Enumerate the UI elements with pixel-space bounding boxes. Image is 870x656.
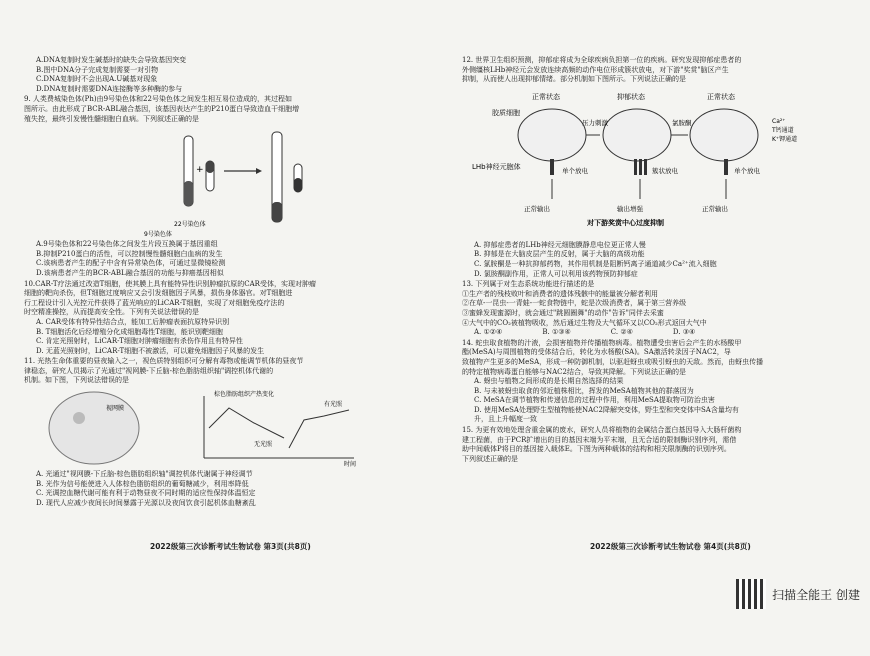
chromosome-ph-band bbox=[294, 178, 302, 192]
burst-label: 簇状放电 bbox=[652, 166, 678, 175]
right-q12-line: 12. 世界卫生组织预测，抑郁症将成为全球疾病负担第一位的疾病。研究发现抑郁症患者的 bbox=[462, 56, 742, 64]
caption: 对下游奖赏中心过度抑制 bbox=[587, 218, 664, 227]
cell-normal-1 bbox=[518, 109, 586, 161]
cell-depressed bbox=[603, 109, 671, 161]
spike-burst-a bbox=[634, 159, 637, 175]
left-q10-opts-line: B. T细胞活化后经增殖分化成细胞毒性T细胞，能识别靶细胞 bbox=[36, 327, 223, 336]
right-q14-line: 的特定植物病毒蛋白能够与NAC2结合，导致其降解。下列说法正确的是 bbox=[462, 367, 686, 376]
right-q12-line: 外侧缰核LHb神经元会发放连续高频的动作电位形成簇状放电，对下游"奖赏"脑区产生 bbox=[462, 65, 729, 74]
ketamine-label: 氯胺酮 bbox=[672, 118, 692, 127]
left-q11-opts-line: B. 光作为信号能使进入人体棕色脂肪组织的葡萄糖减少，利用率降低 bbox=[36, 479, 249, 488]
right-q14-opts-line: B. 与未被蚜虫取食的邻近植株相比，挥发的MeSA植物其他的群落因为 bbox=[474, 386, 694, 395]
question-11-options bbox=[24, 470, 442, 508]
axis-time: 时间 bbox=[344, 461, 357, 469]
question-11 bbox=[24, 357, 442, 386]
right-q15-line: 建工程菌，由于PCR扩增出的目的基因末端为平末端，且无合适的限制酶识别序列，需借 bbox=[462, 435, 737, 444]
label-chr9: 9号染色体 bbox=[144, 231, 172, 239]
right-q13-line: 13. 下列属于对生态系统功能进行描述的是 bbox=[462, 280, 595, 289]
legend-3: K⁺钾通道 bbox=[772, 135, 798, 143]
label-chr22: 22号染色体 bbox=[174, 221, 206, 229]
left-top-line: B.图中DNA分子完成复制需要一对引物 bbox=[36, 65, 159, 74]
question-12 bbox=[462, 56, 870, 85]
spike-2 bbox=[724, 159, 728, 175]
spike-1 bbox=[550, 159, 554, 175]
right-q14-line: 酯(MeSA)与周围植物的受体结合后，转化为水杨酸(SA)。SA激活转录因子NAC2，导 bbox=[462, 348, 731, 357]
spike-burst-b bbox=[639, 159, 642, 175]
right-q14-line: 14. 蛇虫取食植物的汁液，会损害植物并传播植物病毒。植物遭受虫害后会产生的水杨酸甲 bbox=[462, 338, 742, 347]
left-q10-line: 10.CAR-T疗法通过改造T细胞，使其膜上具有能特异性识别肿瘤抗原的CAR受体，实现对肿瘤 bbox=[24, 279, 316, 288]
state-1: 正常状态 bbox=[532, 92, 560, 101]
qr-code-icon bbox=[736, 579, 766, 609]
left-top-line: C.DNA复制时不会出现A.U碱基对现象 bbox=[36, 75, 158, 84]
right-q13-line: ③蜜蜂发现蜜源时，就会通过"跳圆圈舞"的动作"告诉"同伴去采蜜 bbox=[462, 308, 664, 317]
left-q11-opts-line: D. 现代人应减少夜间长时间暴露于光源以及夜间饮食引起机体血糖紊乱 bbox=[36, 498, 256, 507]
left-q9-opts-line: B.抑制P210蛋白的活性，可以控制慢性髓细胞白血病的发生 bbox=[36, 249, 223, 258]
chart-title: 棕色脂肪组织产热变化 bbox=[214, 391, 275, 399]
pressure-label: 压力刺激 bbox=[582, 118, 608, 127]
question-15 bbox=[462, 426, 870, 464]
q13-opt-a: A. ①②④ bbox=[474, 328, 503, 337]
right-q12-opts-line: C. 氯胺酮是一种抗抑郁药物，其作用机制是阻断钙离子通道减少Ca²⁺流入细胞 bbox=[474, 259, 717, 268]
right-q14-line: 致植物产生更多的MeSA，形成一种防御机制，以驱赶蚜虫或吸引蚜虫的天敌。然而，由蚜虫传播 bbox=[462, 357, 764, 366]
single-2: 单个放电 bbox=[734, 166, 760, 175]
right-page bbox=[462, 56, 870, 656]
question-12-options bbox=[462, 241, 870, 279]
retina-label: 视网膜 bbox=[106, 405, 125, 413]
right-q13-line: ④大气中的CO₂被植物吸收，然后通过生物及大气循环又以CO₂形式返回大气中 bbox=[462, 318, 707, 327]
figure-11-svg bbox=[24, 388, 442, 468]
figure-12 bbox=[462, 87, 870, 239]
left-q9-line: 9. 人类费城染色体(Ph)由9号染色体和22号染色体之间发生相互易位造成的，其过程如 bbox=[24, 95, 292, 104]
left-q10-line: 细胞的靶向杀伤，但T细胞过度响应又会引发细胞因子风暴，损伤身体器官。对T细胞进 bbox=[24, 289, 293, 298]
left-q10-opts-line: A. CAR受体有特异性结合点，能加工后肿瘤表面抗原特异识别 bbox=[36, 317, 230, 326]
chromosome-diagram bbox=[24, 126, 442, 238]
q13-opt-c: C. ②④ bbox=[610, 328, 633, 337]
watermark-text: 扫描全能王 创建 bbox=[772, 587, 860, 602]
legend-1: Ca²⁺ bbox=[772, 117, 786, 125]
right-q13-line: ①生产者的残枝败叶和消费者的遗体残骸中的能量被分解者利用 bbox=[462, 289, 658, 298]
plus-sign: + bbox=[196, 165, 204, 176]
curve-light bbox=[209, 408, 284, 438]
question-13 bbox=[462, 280, 870, 328]
curve-dark bbox=[289, 410, 349, 448]
left-q10-opts-line: D. 无蓝光照射时，LiCAR-T细胞不被激活，可以避免细胞因子风暴的发生 bbox=[36, 346, 265, 355]
left-top-line: A.DNA复制时发生碱基时的缺失会导致基因突变 bbox=[36, 56, 187, 64]
left-q11-line: 机制。如下图，下列说法错误的是 bbox=[24, 376, 129, 385]
right-q13-line: ②在草-一昆虫-一青蛙-一蛇食物链中，蛇是次级消费者，属于第三营养级 bbox=[462, 299, 687, 308]
state-2: 抑郁状态 bbox=[617, 92, 645, 101]
right-q14-opts-line: C. MeSA在调节植物和传递信息的过程中作用，利用MeSA提取物可防治虫害 bbox=[474, 396, 715, 405]
left-q9-opts-line: A.9号染色体和22号染色体之间发生片段互换属于基因重组 bbox=[36, 240, 218, 249]
right-q14-opts-line: 升，且上升幅度一致 bbox=[474, 415, 537, 424]
eye-icon bbox=[73, 412, 85, 424]
out-3: 正常输出 bbox=[702, 204, 728, 213]
glia-label: 胶质细胞 bbox=[492, 108, 520, 117]
left-q10-line: 时空精准操控，从而提高安全性。下列有关说法错误的是 bbox=[24, 308, 199, 317]
question-14 bbox=[462, 339, 870, 377]
question-9-options bbox=[24, 240, 442, 278]
left-q9-line: 殖失控，最终引发慢性髓细胞白血病。下列叙述正确的是 bbox=[24, 114, 199, 123]
spike-burst-c bbox=[644, 159, 647, 175]
arrow-head bbox=[256, 168, 262, 174]
footer-left: 2022级第三次诊断考试生物试卷 第3页(共8页) bbox=[150, 542, 311, 551]
chromosome-9-band bbox=[184, 181, 193, 206]
left-q9-opts-line: D.该病患者产生的BCR-ABL融合基因的功能与抑癌基因相似 bbox=[36, 268, 224, 277]
left-q11-opts-line: C. 光调控血糖代谢可能有利于动物昼夜不同时期的适应性保持体温恒定 bbox=[36, 489, 256, 498]
out-2: 输出增强 bbox=[617, 204, 643, 213]
left-q9-opts-line: C.该病患者产生的配子中含有异常染色体，可通过显微镜检测 bbox=[36, 259, 226, 268]
left-q11-line: 律稳态，研究人员揭示了光通过"视网膜-下丘脑-棕色脂肪组织轴"调控机体代谢的 bbox=[24, 366, 274, 375]
left-q9-line: 图所示。由此形成了BCR-ABL融合基因，该基因表达产生的P210蛋白导致造血干细胞增 bbox=[24, 104, 300, 113]
right-q12-opts-line: A. 抑郁症患者的LHb神经元细胞膜静息电位更正常人慢 bbox=[474, 240, 646, 249]
left-top-line: D.DNA复制时需要DNA连接酶等多种酶的参与 bbox=[36, 84, 183, 93]
chromosome-22-band bbox=[206, 161, 214, 173]
figure-11 bbox=[24, 388, 442, 468]
right-q15-line: 15. 为更有效地处理含重金属的废水，研究人员将植物的金属结合蛋白基因导入大肠杆菌构 bbox=[462, 426, 742, 435]
watermark bbox=[736, 579, 860, 609]
right-q12-opts-line: B. 抑郁是在大脑皮层产生的反射，属于大脑的高级功能 bbox=[474, 250, 645, 259]
right-q14-opts-line: D. 使用MeSA处理野生型植物能使NAC2降解突变体，野生型和突变体中SA含量均有 bbox=[474, 405, 739, 414]
left-page bbox=[24, 56, 442, 656]
single-1: 单个放电 bbox=[562, 166, 588, 175]
q8-options bbox=[24, 56, 442, 94]
question-13-options bbox=[462, 328, 870, 338]
head-illustration bbox=[49, 392, 139, 464]
left-q10-line: 行工程设计引入光控元件获得了蓝光响应的LiCAR-T细胞，实现了对细胞免疫疗法的 bbox=[24, 298, 285, 307]
right-q15-line: 下列叙述正确的是 bbox=[462, 454, 518, 463]
right-q15-line: 助中间载体P将目的基因接入载体E。下图为两种载体的结构和相关限制酶的识别序列。 bbox=[462, 445, 731, 454]
state-3: 正常状态 bbox=[707, 92, 735, 101]
footer-right: 2022级第三次诊断考试生物试卷 第4页(共8页) bbox=[590, 542, 751, 551]
question-9 bbox=[24, 95, 442, 124]
label-dark: 无光照 bbox=[254, 441, 273, 449]
question-14-options bbox=[462, 377, 870, 425]
q13-opt-b: B. ①③④ bbox=[542, 328, 571, 337]
lhb-label: LHb神经元胞体 bbox=[472, 162, 521, 171]
question-10-options bbox=[24, 318, 442, 356]
figure-9-chromosomes bbox=[24, 126, 442, 238]
cell-normal-2 bbox=[690, 109, 758, 161]
right-q12-opts-line: D. 氯胺酮副作用，正常人可以利用该药物预防抑郁症 bbox=[474, 269, 638, 278]
q13-opt-d: D. ③④ bbox=[672, 328, 696, 337]
left-q10-opts-line: C. 肯定光照射时，LiCAR-T细胞对肿瘤细胞有杀伤作用且有特异性 bbox=[36, 337, 243, 346]
figure-12-svg bbox=[462, 87, 870, 239]
right-q12-line: 抑制，从而使人出现抑郁情绪。部分机制如下图所示。下列说法正确的是 bbox=[462, 75, 686, 84]
left-q11-line: 11. 光热生命体重要的昼夜输入之一，视色质特别组织可分解有毒物或能调节机体的昼夜节 bbox=[24, 357, 304, 366]
right-q14-opts-line: A. 蚜虫与植物之间形成的是长期自然选择的结果 bbox=[474, 377, 624, 386]
out-1: 正常输出 bbox=[524, 204, 550, 213]
left-q11-opts-line: A. 光通过"视网膜-下丘脑-棕色脂肪组织轴"调控机体代谢属于神经调节 bbox=[36, 470, 253, 479]
legend-2: T钙通道 bbox=[772, 126, 794, 134]
question-10 bbox=[24, 280, 442, 318]
chromosome-9-derived-band bbox=[272, 202, 282, 222]
label-light: 有光照 bbox=[324, 401, 343, 409]
